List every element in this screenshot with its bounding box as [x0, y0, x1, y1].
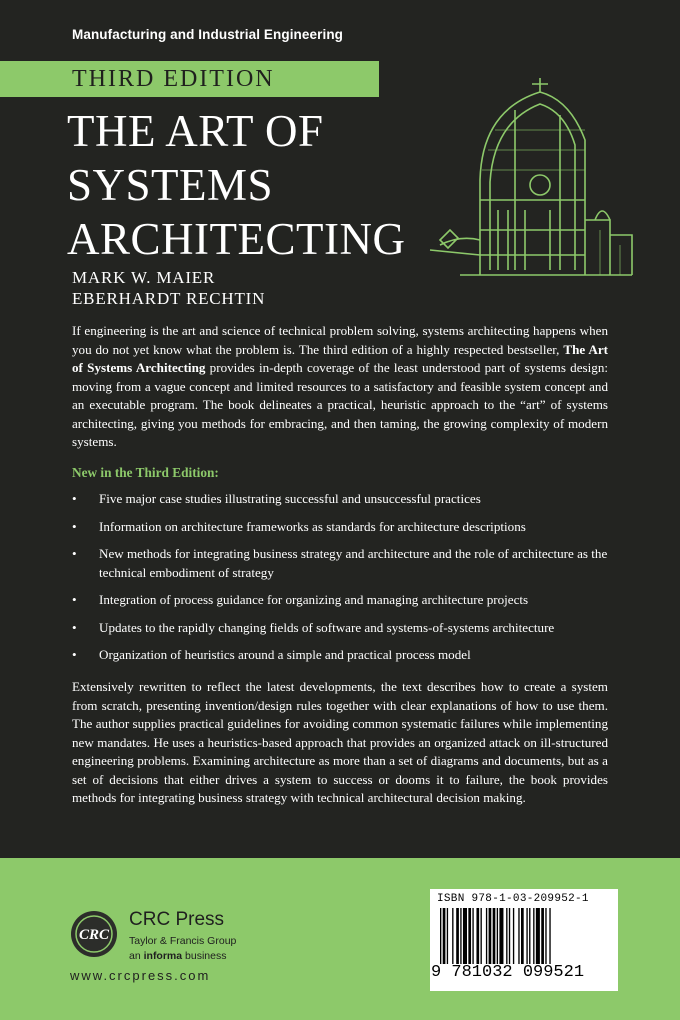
barcode-bar [506, 908, 507, 964]
crc-logo-text: CRC [78, 927, 110, 943]
intro-text: If engineering is the art and science of technical problem solving, systems architecting happens when you do not yet know what the problem is. The third edition of a highly respected bestseller, [72, 323, 608, 357]
barcode-bar [472, 908, 473, 964]
series-name: Manufacturing and Industrial Engineering [72, 27, 344, 42]
new-features-heading: New in the Third Edition: [72, 465, 219, 480]
crc-logo-icon [70, 910, 118, 958]
barcode-bar [549, 908, 550, 964]
barcode-bar [489, 908, 492, 964]
isbn-label: ISBN 978-1-03-209952-1 [437, 893, 589, 905]
informa-suffix: business [182, 950, 227, 962]
barcode-bar [521, 908, 524, 964]
barcode-bar [497, 908, 498, 964]
barcode-bar [456, 908, 459, 964]
barcode-bar [486, 908, 487, 964]
edition-label: THIRD EDITION [72, 66, 275, 92]
informa-prefix: an [129, 950, 144, 962]
barcode-bar [481, 908, 482, 964]
publisher-informa [129, 950, 226, 962]
barcode-bar [460, 908, 461, 964]
list-item: • Information on architecture frameworks as standards for architecture descriptions [72, 518, 608, 537]
barcode-bar [463, 908, 467, 964]
title-line: THE ART OF [67, 106, 324, 156]
barcode-bars [436, 908, 612, 968]
intro-book-title: The Art of Systems Architecting [72, 341, 608, 375]
author-name: MARK W. MAIER [72, 268, 216, 287]
publisher-group: Taylor & Francis Group [129, 935, 237, 947]
barcode-bar [536, 908, 540, 964]
barcode-bar [545, 908, 546, 964]
intro-text-end: provides in-depth coverage of the least understood part of systems design: moving from a vague concept and limited resources to a satisfactory and feasible system concept and an executable program. The book delineates a practical, heuristic approach to the “art” of systems architecting, giving you methods for embracing, and then taming, the growing complexity of modern systems. [72, 360, 609, 449]
barcode-bar [533, 908, 534, 964]
barcode-bar [468, 908, 471, 964]
list-item: • Updates to the rapidly changing fields of software and systems-of-systems architecture [72, 619, 608, 638]
title-line: SYSTEMS [67, 160, 274, 210]
publisher-url: www.crcpress.com [70, 968, 211, 983]
barcode-bar [541, 908, 544, 964]
barcode-bar [440, 908, 441, 964]
barcode-bar [447, 908, 448, 964]
barcode-bar [526, 908, 527, 964]
barcode-bar [493, 908, 496, 964]
list-item: • Five major case studies illustrating successful and unsuccessful practices [72, 490, 608, 509]
dome-architecture-drawing-icon [420, 70, 635, 300]
barcode-bar [443, 908, 446, 964]
informa-name: informa [143, 950, 183, 962]
list-item: • New methods for integrating business strategy and architecture and the role of architecture as the technical embodiment of strategy [72, 545, 608, 582]
intro-paragraph [72, 322, 608, 452]
list-item: • Organization of heuristics around a simple and practical process model [72, 646, 608, 665]
list-item: • Integration of process guidance for organizing and managing architecture projects [72, 591, 608, 610]
author-name: EBERHARDT RECHTIN [72, 289, 266, 308]
barcode-bar [518, 908, 519, 964]
closing-paragraph: Extensively rewritten to reflect the latest developments, the text describes how to create a system from scratch, presenting invention/design rules together with clear explanations of how to use them. The author supplies practical guidelines for avoiding common systematic failures while implementing new mandates. He uses a heuristics-based approach that provides an organized attack on ill-structured engineering problems. Examining architecture as more than a set of diagrams and documents, but as a set of decisions that either drives a system to success or dooms it to failure, the book provides methods for integrating business strategy with technical architectural decision making. [72, 679, 608, 805]
barcode-bar [513, 908, 514, 964]
barcode-bar [452, 908, 453, 964]
barcode-bar [529, 908, 530, 964]
title-line: ARCHITECTING [67, 214, 406, 264]
publisher-name: CRC Press [129, 909, 225, 930]
book-title [67, 104, 405, 266]
barcode-bar [509, 908, 510, 964]
new-features-list [72, 490, 608, 674]
barcode-bar [499, 908, 503, 964]
barcode-bar [476, 908, 479, 964]
barcode-digits: 9 781032 099521 [431, 963, 585, 982]
